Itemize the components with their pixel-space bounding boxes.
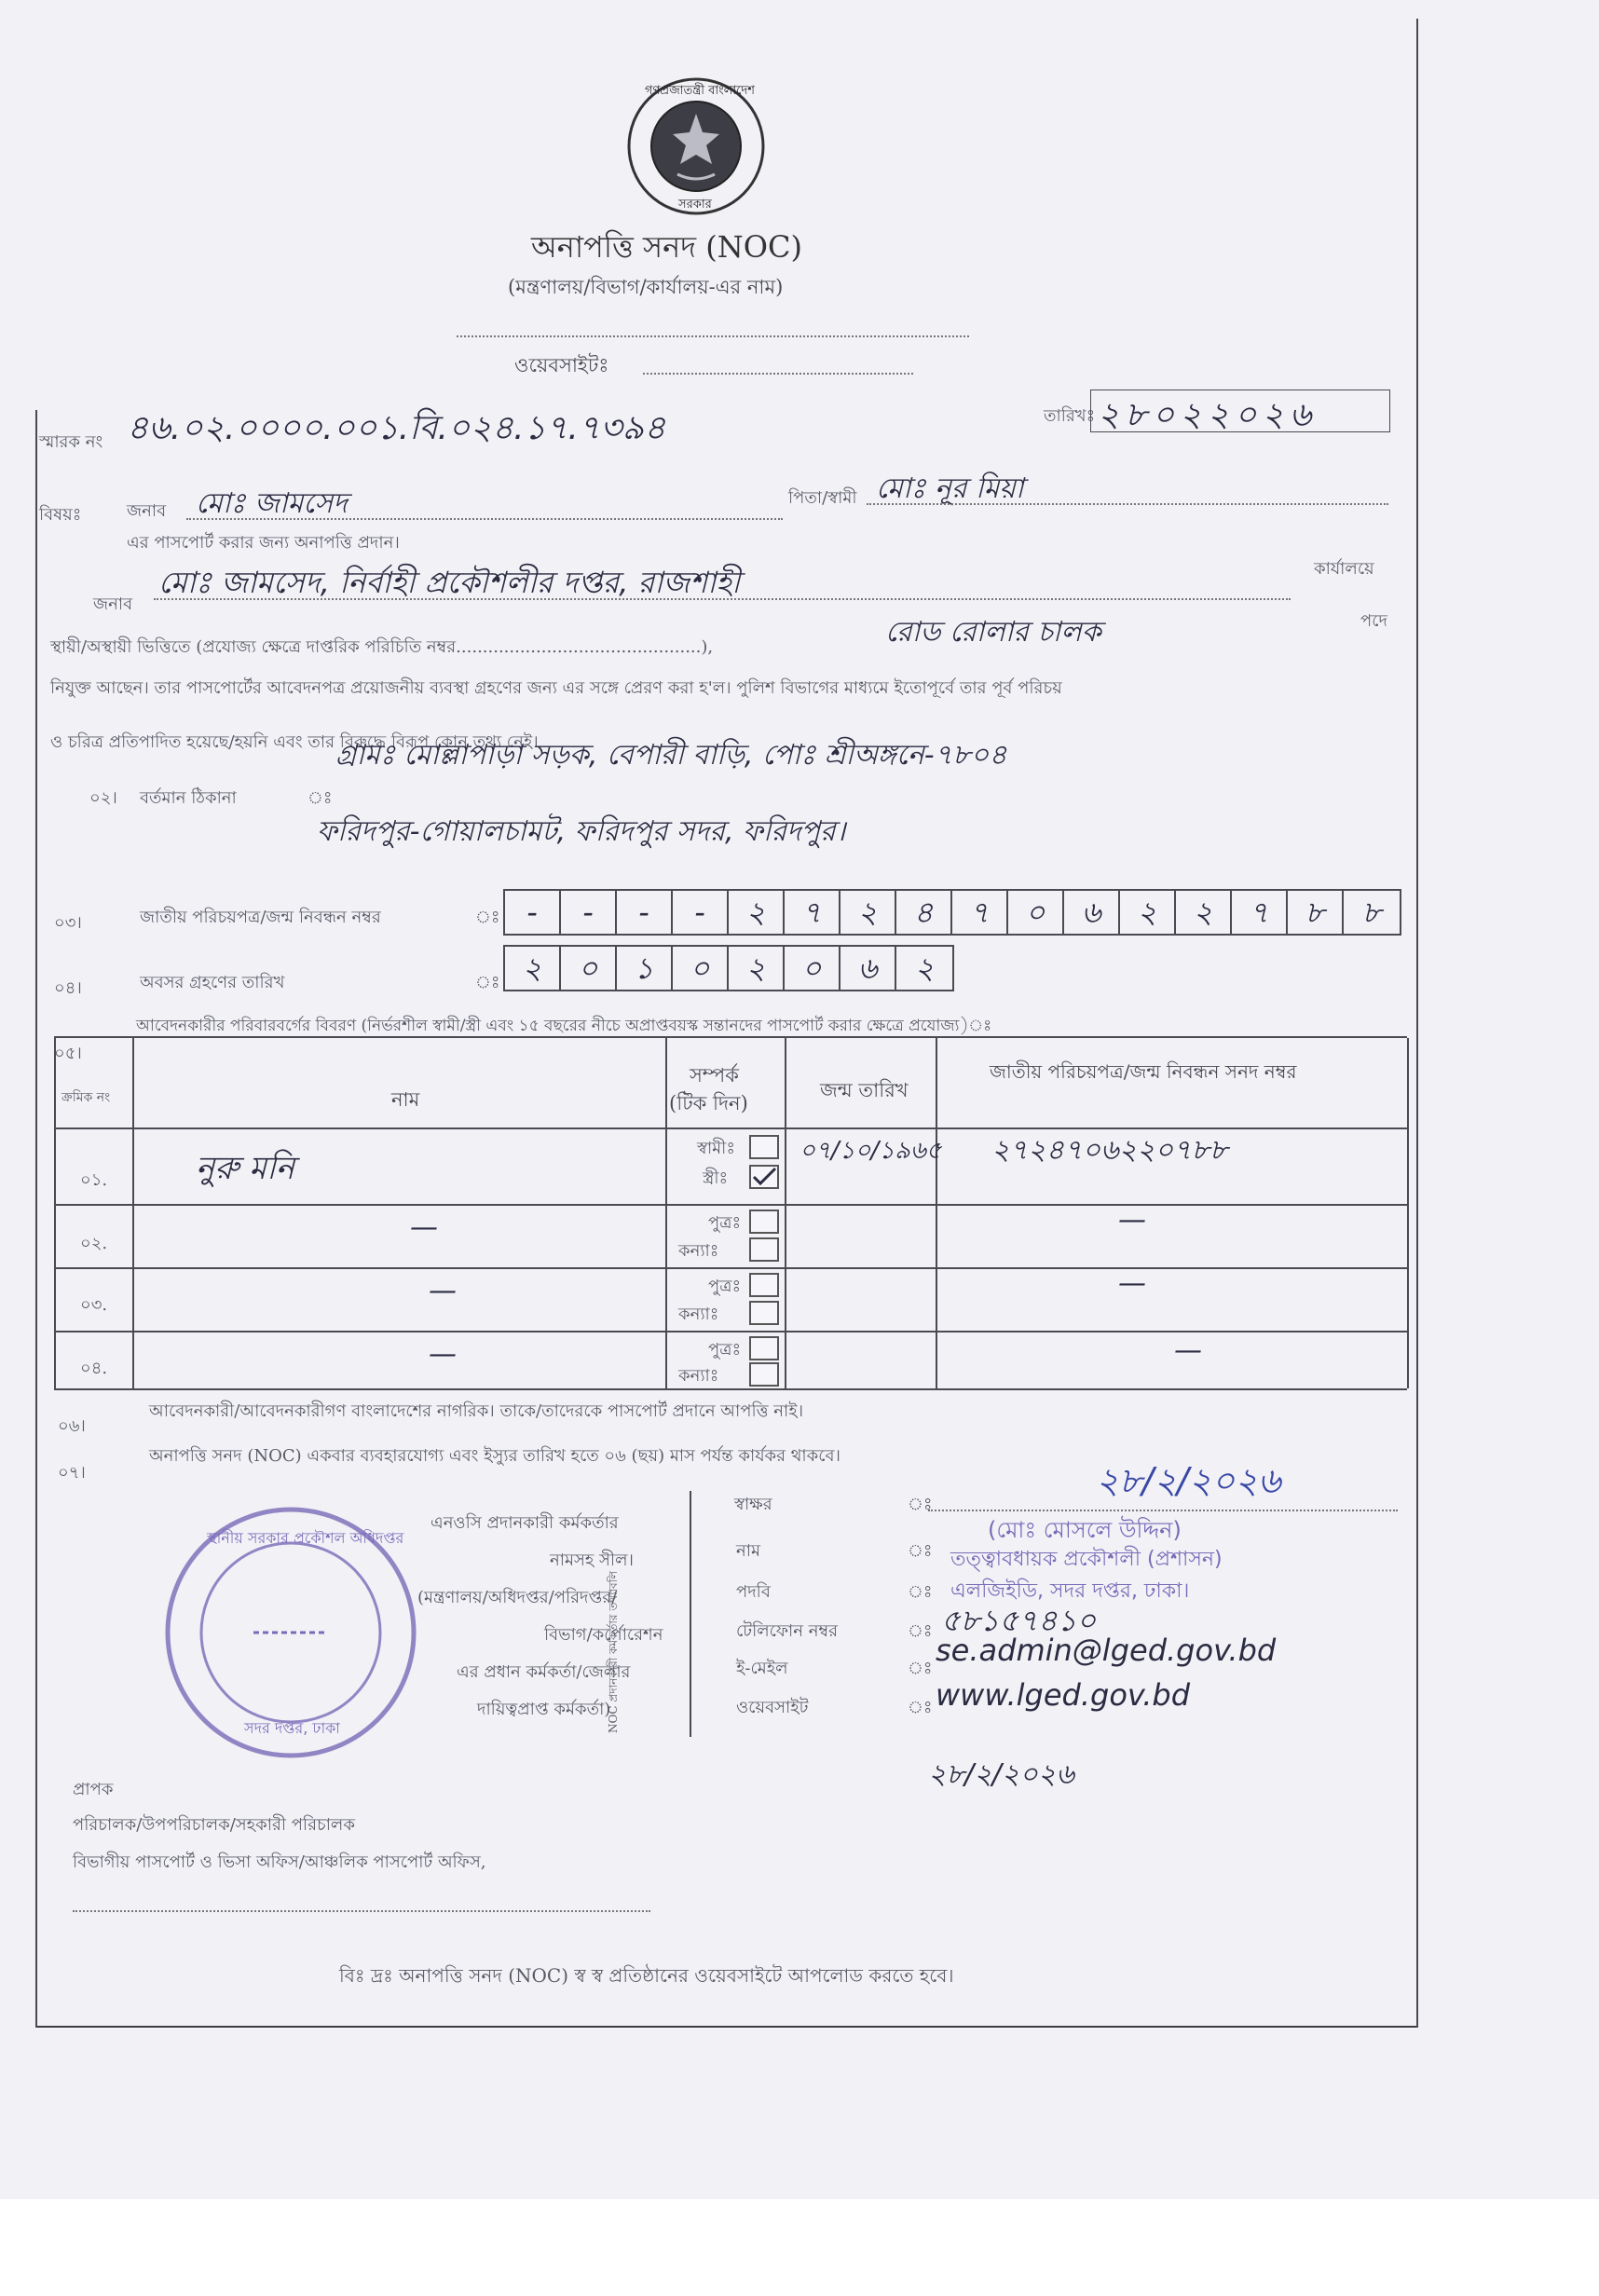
nid-digit-boxes bbox=[503, 889, 1401, 936]
retire-digit-6: ০ bbox=[785, 947, 840, 990]
subject-line-2: এর পাসপোর্ট করার জন্য অনাপত্তি প্রদান। bbox=[127, 533, 400, 553]
nid-label: জাতীয় পরিচয়পত্র/জন্ম নিবন্ধন নম্বর bbox=[140, 908, 381, 927]
col-divider-dob bbox=[936, 1038, 937, 1388]
row-1-rel2: স্ত্রীঃ bbox=[703, 1168, 729, 1188]
recipient-label: প্রাপক bbox=[73, 1780, 114, 1799]
subject-janab: জনাব bbox=[127, 501, 167, 521]
row-divider-2 bbox=[56, 1267, 1407, 1269]
web-label: ওয়েবসাইট bbox=[736, 1698, 809, 1717]
row-4-rel1: পুত্রঃ bbox=[708, 1340, 742, 1360]
emblem-ring-text: গণপ্রজাতন্ত্রী বাংলাদেশ bbox=[645, 84, 755, 98]
date-label: তারিখঃ bbox=[1044, 406, 1096, 426]
email-value: se.admin@lged.gov.bd bbox=[936, 1633, 1277, 1668]
row-2-rel1: পুত্রঃ bbox=[708, 1213, 742, 1233]
seal-text-bottom: সদর দপ্তর, ঢাকা bbox=[244, 1719, 340, 1737]
issuer-line-5: এর প্রধান কর্মকর্তা/জেলার bbox=[457, 1662, 631, 1682]
row-2-rel2: কন্যাঃ bbox=[678, 1241, 719, 1261]
family-table bbox=[54, 1036, 1407, 1390]
issuer-line-4: বিভাগ/কর্পোরেশন bbox=[544, 1625, 663, 1645]
retire-digit-3: ১ bbox=[617, 947, 673, 990]
nid-digit-6: ৭ bbox=[785, 891, 840, 934]
office-line bbox=[154, 598, 1291, 600]
daughter-checkbox-3[interactable] bbox=[749, 1301, 779, 1325]
nid-digit-2: - bbox=[561, 891, 617, 934]
post-value: রোড রোলার চালক bbox=[885, 616, 1101, 649]
father-name-line bbox=[867, 503, 1388, 505]
row-1-nid: ২৭২৪৭০৬২২০৭৮৮ bbox=[991, 1134, 1228, 1167]
nid-number: ০৩। bbox=[54, 913, 82, 933]
nid-digit-16: ৮ bbox=[1361, 895, 1382, 930]
son-checkbox-2[interactable] bbox=[749, 1210, 779, 1234]
retire-colon: ঃ bbox=[475, 973, 500, 992]
header-name: নাম bbox=[391, 1088, 420, 1111]
row-1-name: নুরু মনি bbox=[196, 1150, 295, 1187]
row-divider-1 bbox=[56, 1204, 1407, 1206]
right-border bbox=[1416, 19, 1418, 2028]
col-divider-relation bbox=[785, 1038, 786, 1388]
issuer-line-3: (মন্ত্রণালয়/অধিদপ্তর/পরিদপ্তর/ bbox=[417, 1588, 618, 1607]
row-divider-3 bbox=[56, 1331, 1407, 1332]
sign-colon: ঃ bbox=[908, 1495, 933, 1514]
retire-number: ০৪। bbox=[54, 978, 82, 998]
website-label: ওয়েবসাইটঃ bbox=[514, 354, 609, 376]
address-number: ০২। bbox=[89, 788, 117, 808]
retire-digit-5: ২ bbox=[729, 947, 785, 990]
web-colon: ঃ bbox=[908, 1698, 933, 1717]
retire-label: অবসর গ্রহণের তারিখ bbox=[140, 973, 285, 992]
nid-digit-9: ৭ bbox=[952, 891, 1008, 934]
nid-digit-5: ২ bbox=[729, 891, 785, 934]
address-label: বর্তমান ঠিকানা bbox=[140, 788, 237, 808]
issuer-divider bbox=[690, 1491, 691, 1737]
issuer-line-2: নামসহ সীল। bbox=[550, 1551, 634, 1570]
checkmark-icon bbox=[751, 1167, 777, 1187]
husband-checkbox[interactable] bbox=[749, 1135, 779, 1159]
row-3-rel2: কন্যাঃ bbox=[678, 1305, 719, 1324]
note-6: আবেদনকারী/আবেদনকারীগণ বাংলাদেশের নাগরিক। তাকে/তাদেরকে পাসপোর্ট প্রদানে আপত্তি নাই। bbox=[149, 1401, 804, 1421]
seal-text-top: স্থানীয় সরকার প্রকৌশল অধিদপ্তর bbox=[207, 1529, 404, 1547]
row-4-name: — bbox=[429, 1338, 457, 1371]
row-1-serial: ০১. bbox=[80, 1170, 108, 1190]
col-divider-name bbox=[665, 1038, 667, 1388]
row-3-serial: ০৩. bbox=[80, 1295, 108, 1315]
father-name: মোঃ নূর মিয়া bbox=[876, 472, 1024, 505]
address-colon: ঃ bbox=[308, 788, 333, 808]
nid-digit-3: - bbox=[617, 891, 673, 934]
issuer-vertical-label: NOC প্রদানকারী কর্মকর্তার তথ্যাবলি bbox=[607, 1570, 620, 1733]
recipient-line-1: পরিচালক/উপপরিচালক/সহকারী পরিচালক bbox=[73, 1815, 355, 1835]
row-2-name: — bbox=[410, 1211, 438, 1244]
nid-digit-14: ৭ bbox=[1232, 891, 1288, 934]
row-2-nid: — bbox=[1118, 1204, 1146, 1237]
nid-digit-7: ২ bbox=[840, 891, 896, 934]
father-label: পিতা/স্বামী bbox=[788, 488, 857, 508]
retire-digit-7: ৬ bbox=[840, 947, 896, 990]
retire-digit-2: ০ bbox=[561, 947, 617, 990]
wife-checkbox[interactable] bbox=[749, 1165, 779, 1189]
row-3-nid: — bbox=[1118, 1267, 1146, 1300]
family-number: ০৫। bbox=[54, 1044, 82, 1063]
email-colon: ঃ bbox=[908, 1659, 933, 1678]
memo-number: ৪৬.০২.০০০০.০০১.বি.০২৪.১৭.৭৩৯৪ bbox=[127, 409, 666, 447]
col-divider-end bbox=[1407, 1038, 1409, 1388]
nid-colon: ঃ bbox=[475, 908, 500, 927]
row-1-dob: ০৭/১০/১৯৬৫ bbox=[800, 1137, 942, 1165]
nid-digit-4: - bbox=[673, 891, 729, 934]
left-border bbox=[35, 410, 37, 2028]
footer-note: বিঃ দ্রঃ অনাপত্তি সনদ (NOC) স্ব স্ব প্রতিষ্ঠানের ওয়েবসাইটে আপলোড করতে হবে। bbox=[339, 1964, 954, 1987]
daughter-checkbox-4[interactable] bbox=[749, 1362, 779, 1387]
designation-label: পদবি bbox=[736, 1582, 771, 1602]
signature-date: ২৮/২/২০২৬ bbox=[1096, 1460, 1281, 1501]
ministry-name-line bbox=[457, 335, 969, 337]
applicant-name: মোঃ জামসেদ bbox=[196, 487, 348, 520]
nid-digit-15: ৮ bbox=[1288, 891, 1344, 934]
retire-digit-1: ২ bbox=[505, 947, 561, 990]
retire-digit-8: ২ bbox=[914, 950, 935, 986]
subject-label: বিষয়ঃ bbox=[39, 505, 82, 525]
website-line bbox=[643, 373, 913, 375]
nid-digit-12: ২ bbox=[1120, 891, 1176, 934]
office-label: কার্যালয়ে bbox=[1314, 559, 1374, 579]
recipient-line bbox=[73, 1910, 650, 1912]
row-4-nid: — bbox=[1174, 1334, 1202, 1367]
memo-label: স্মারক নং bbox=[39, 432, 103, 452]
web-value: www.lged.gov.bd bbox=[936, 1677, 1191, 1713]
daughter-checkbox-2[interactable] bbox=[749, 1237, 779, 1262]
designation-colon: ঃ bbox=[908, 1582, 933, 1602]
nid-digit-11: ৬ bbox=[1064, 891, 1120, 934]
emblem-bottom-text: সরকার bbox=[678, 198, 712, 212]
body-line-c: ও চরিত্র প্রতিপাদিত হয়েছে/হয়নি এবং তার বিরুদ্ধে বিরূপ কোন তথ্য নেই। bbox=[50, 732, 539, 752]
son-checkbox-4[interactable] bbox=[749, 1336, 779, 1360]
nid-digit-13: ২ bbox=[1176, 891, 1232, 934]
address-line-1: গ্রামঃ মোল্লাপাড়া সড়ক, বেপারী বাড়ি, পোঃ শ্রীঅঙ্গনে-৭৮০৪ bbox=[335, 739, 1007, 772]
body-line-b: নিযুক্ত আছেন। তার পাসপোর্টের আবেদনপত্র প্রয়োজনীয় ব্যবস্থা গ্রহণের জন্য এর সঙ্গে প্রেরণ করা হ'ল। পুলিশ বিভাগের মাধ্যমে ইতোপূর্বে তার পূর্ব পরিচয় bbox=[50, 678, 1062, 698]
issuer-line-1: এনওসি প্রদানকারী কর্মকর্তার bbox=[430, 1513, 619, 1533]
stamp-designation: তত্ত্বাবধায়ক প্রকৌশলী (প্রশাসন) bbox=[950, 1548, 1223, 1571]
address-line-2: ফরিদপুর-গোয়ালচামট, ফরিদপুর সদর, ফরিদপুর। bbox=[317, 815, 846, 848]
phone-label: টেলিফোন নম্বর bbox=[736, 1621, 838, 1641]
name-label: নাম bbox=[736, 1541, 760, 1561]
government-emblem bbox=[626, 76, 766, 216]
header-relation: সম্পর্ক bbox=[690, 1064, 739, 1086]
nid-digit-1: - bbox=[505, 891, 561, 934]
retire-digit-4: ০ bbox=[673, 947, 729, 990]
nid-digit-10: ০ bbox=[1008, 891, 1064, 934]
recipient-line-2: বিভাগীয় পাসপোর্ট ও ভিসা অফিস/আঞ্চলিক পাসপোর্ট অফিস, bbox=[73, 1852, 486, 1872]
header-serial: ক্রমিক নং bbox=[62, 1090, 111, 1105]
office-value: মোঃ জামসেদ, নির্বাহী প্রকৌশলীর দপ্তর, রাজশাহী bbox=[158, 565, 741, 600]
post-label: পদে bbox=[1360, 611, 1387, 631]
stamp-office: এলজিইডি, সদর দপ্তর, ঢাকা। bbox=[950, 1579, 1190, 1603]
son-checkbox-3[interactable] bbox=[749, 1273, 779, 1297]
issuer-line-6: দায়িত্বপ্রাপ্ত কর্মকর্তা) bbox=[477, 1700, 611, 1719]
phone-colon: ঃ bbox=[908, 1621, 933, 1641]
initials-date: ২৮/২/২০২৬ bbox=[928, 1758, 1074, 1791]
header-relation-sub: (টিক দিন) bbox=[669, 1092, 748, 1114]
nid-digit-8: ৪ bbox=[896, 891, 952, 934]
sign-label: স্বাক্ষর bbox=[734, 1495, 772, 1514]
retire-digit-boxes bbox=[503, 945, 954, 991]
office-seal bbox=[160, 1502, 421, 1763]
family-intro: আবেদনকারীর পরিবারবর্গের বিবরণ (নির্ভরশীল স্বামী/স্ত্রী এবং ১৫ বছরের নীচে অপ্রাপ্তবয়স্ক সন্তানদের পাসপোর্ট করার ক্ষেত্রে প্রযোজ্য)ঃ bbox=[136, 1017, 992, 1035]
row-3-name: — bbox=[429, 1275, 457, 1307]
row-4-rel2: কন্যাঃ bbox=[678, 1366, 719, 1386]
header-nid: জাতীয় পরিচয়পত্র/জন্ম নিবন্ধন সনদ নম্বর bbox=[990, 1060, 1297, 1083]
header-dob: জন্ম তারিখ bbox=[820, 1079, 909, 1101]
row-2-serial: ০২. bbox=[80, 1234, 108, 1253]
name-colon: ঃ bbox=[908, 1541, 933, 1561]
note-6-number: ০৬। bbox=[58, 1416, 86, 1436]
body-line-a: স্থায়ী/অস্থায়ী ভিত্তিতে (প্রযোজ্য ক্ষেত্রে দাপ্তরিক পরিচিতি নম্বর..............................................), bbox=[50, 637, 714, 657]
date-value: ২৮০২২০২৬ bbox=[1098, 396, 1318, 434]
page-title: অনাপত্তি সনদ (NOC) bbox=[531, 229, 802, 265]
note-7: অনাপত্তি সনদ (NOC) একবার ব্যবহারযোগ্য এবং ইস্যুর তারিখ হতে ০৬ (ছয়) মাস পর্যন্ত কার্যকর থাকবে। bbox=[149, 1446, 840, 1466]
page-subtitle: (মন্ত্রণালয়/বিভাগ/কার্যালয়-এর নাম) bbox=[508, 276, 784, 298]
row-3-rel1: পুত্রঃ bbox=[708, 1277, 742, 1296]
row-4-serial: ০৪. bbox=[80, 1359, 108, 1378]
row-1-rel1: স্বামীঃ bbox=[697, 1139, 735, 1158]
note-7-number: ০৭। bbox=[58, 1463, 86, 1483]
phone-value: ৫৮১৫৭৪১০ bbox=[941, 1603, 1097, 1638]
email-label: ই-মেইল bbox=[736, 1659, 788, 1678]
body-janab: জনাব bbox=[93, 594, 133, 614]
stamp-name: (মোঃ মোসলে উদ্দিন) bbox=[988, 1517, 1182, 1543]
applicant-name-line bbox=[186, 518, 783, 520]
col-divider-serial bbox=[132, 1038, 134, 1388]
